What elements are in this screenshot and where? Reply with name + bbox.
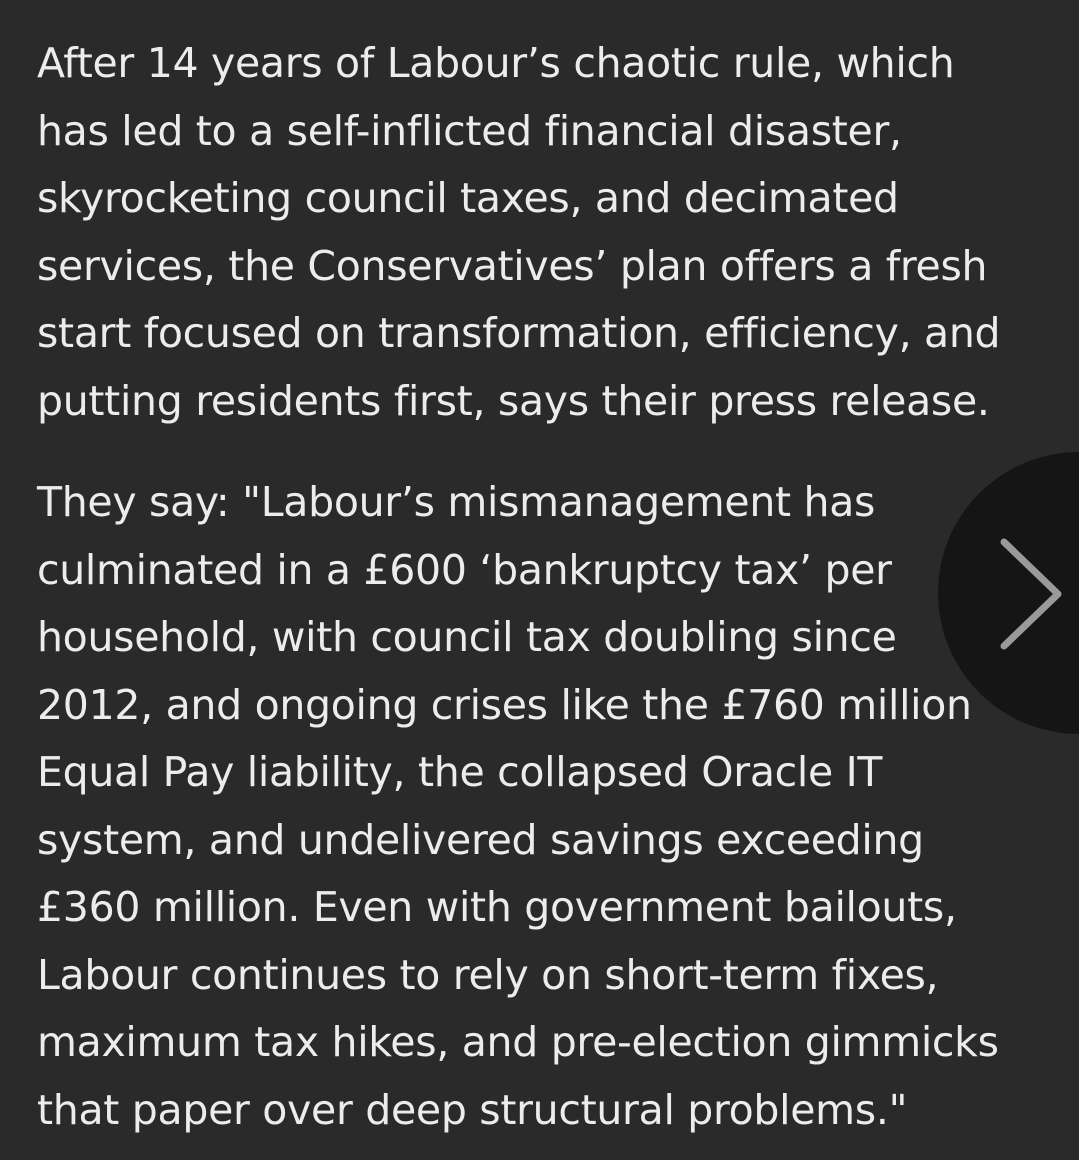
text-line: They say: "Labour’s mismanagement has [37,478,876,526]
text-line: services, the Conservatives’ plan offers a fresh [37,241,988,290]
text-line: that paper over deep structural problems." [37,1085,908,1134]
text-line: Labour continues to rely on short-term fixes, [37,950,939,999]
text-line: household, with council tax doubling since [37,613,897,661]
text-line: culminated in a £600 ‘bankruptcy tax’ per [37,545,892,594]
text-line: Equal Pay liability, the collapsed Oracle IT [37,748,883,796]
text-line: £360 million. Even with government bailouts, [37,883,957,931]
paragraph-2 [37,469,1042,1144]
text-line: After 14 years of Labour’s chaotic rule, which [37,39,955,87]
text-line: putting residents first, says their press release. [37,376,990,425]
paragraph-1 [37,30,1042,435]
article-body [37,30,1042,1144]
text-line: maximum tax hikes, and pre-election gimmicks [37,1018,999,1066]
chevron-right-icon [996,534,1066,654]
text-line: 2012, and ongoing crises like the £760 million [37,680,972,729]
text-line: system, and undelivered savings exceeding [37,815,924,864]
text-line: skyrocketing council taxes, and decimated [37,174,899,222]
text-line: has led to a self-inflicted financial disaster, [37,106,902,155]
text-line: start focused on transformation, efficiency, and [37,309,1001,357]
